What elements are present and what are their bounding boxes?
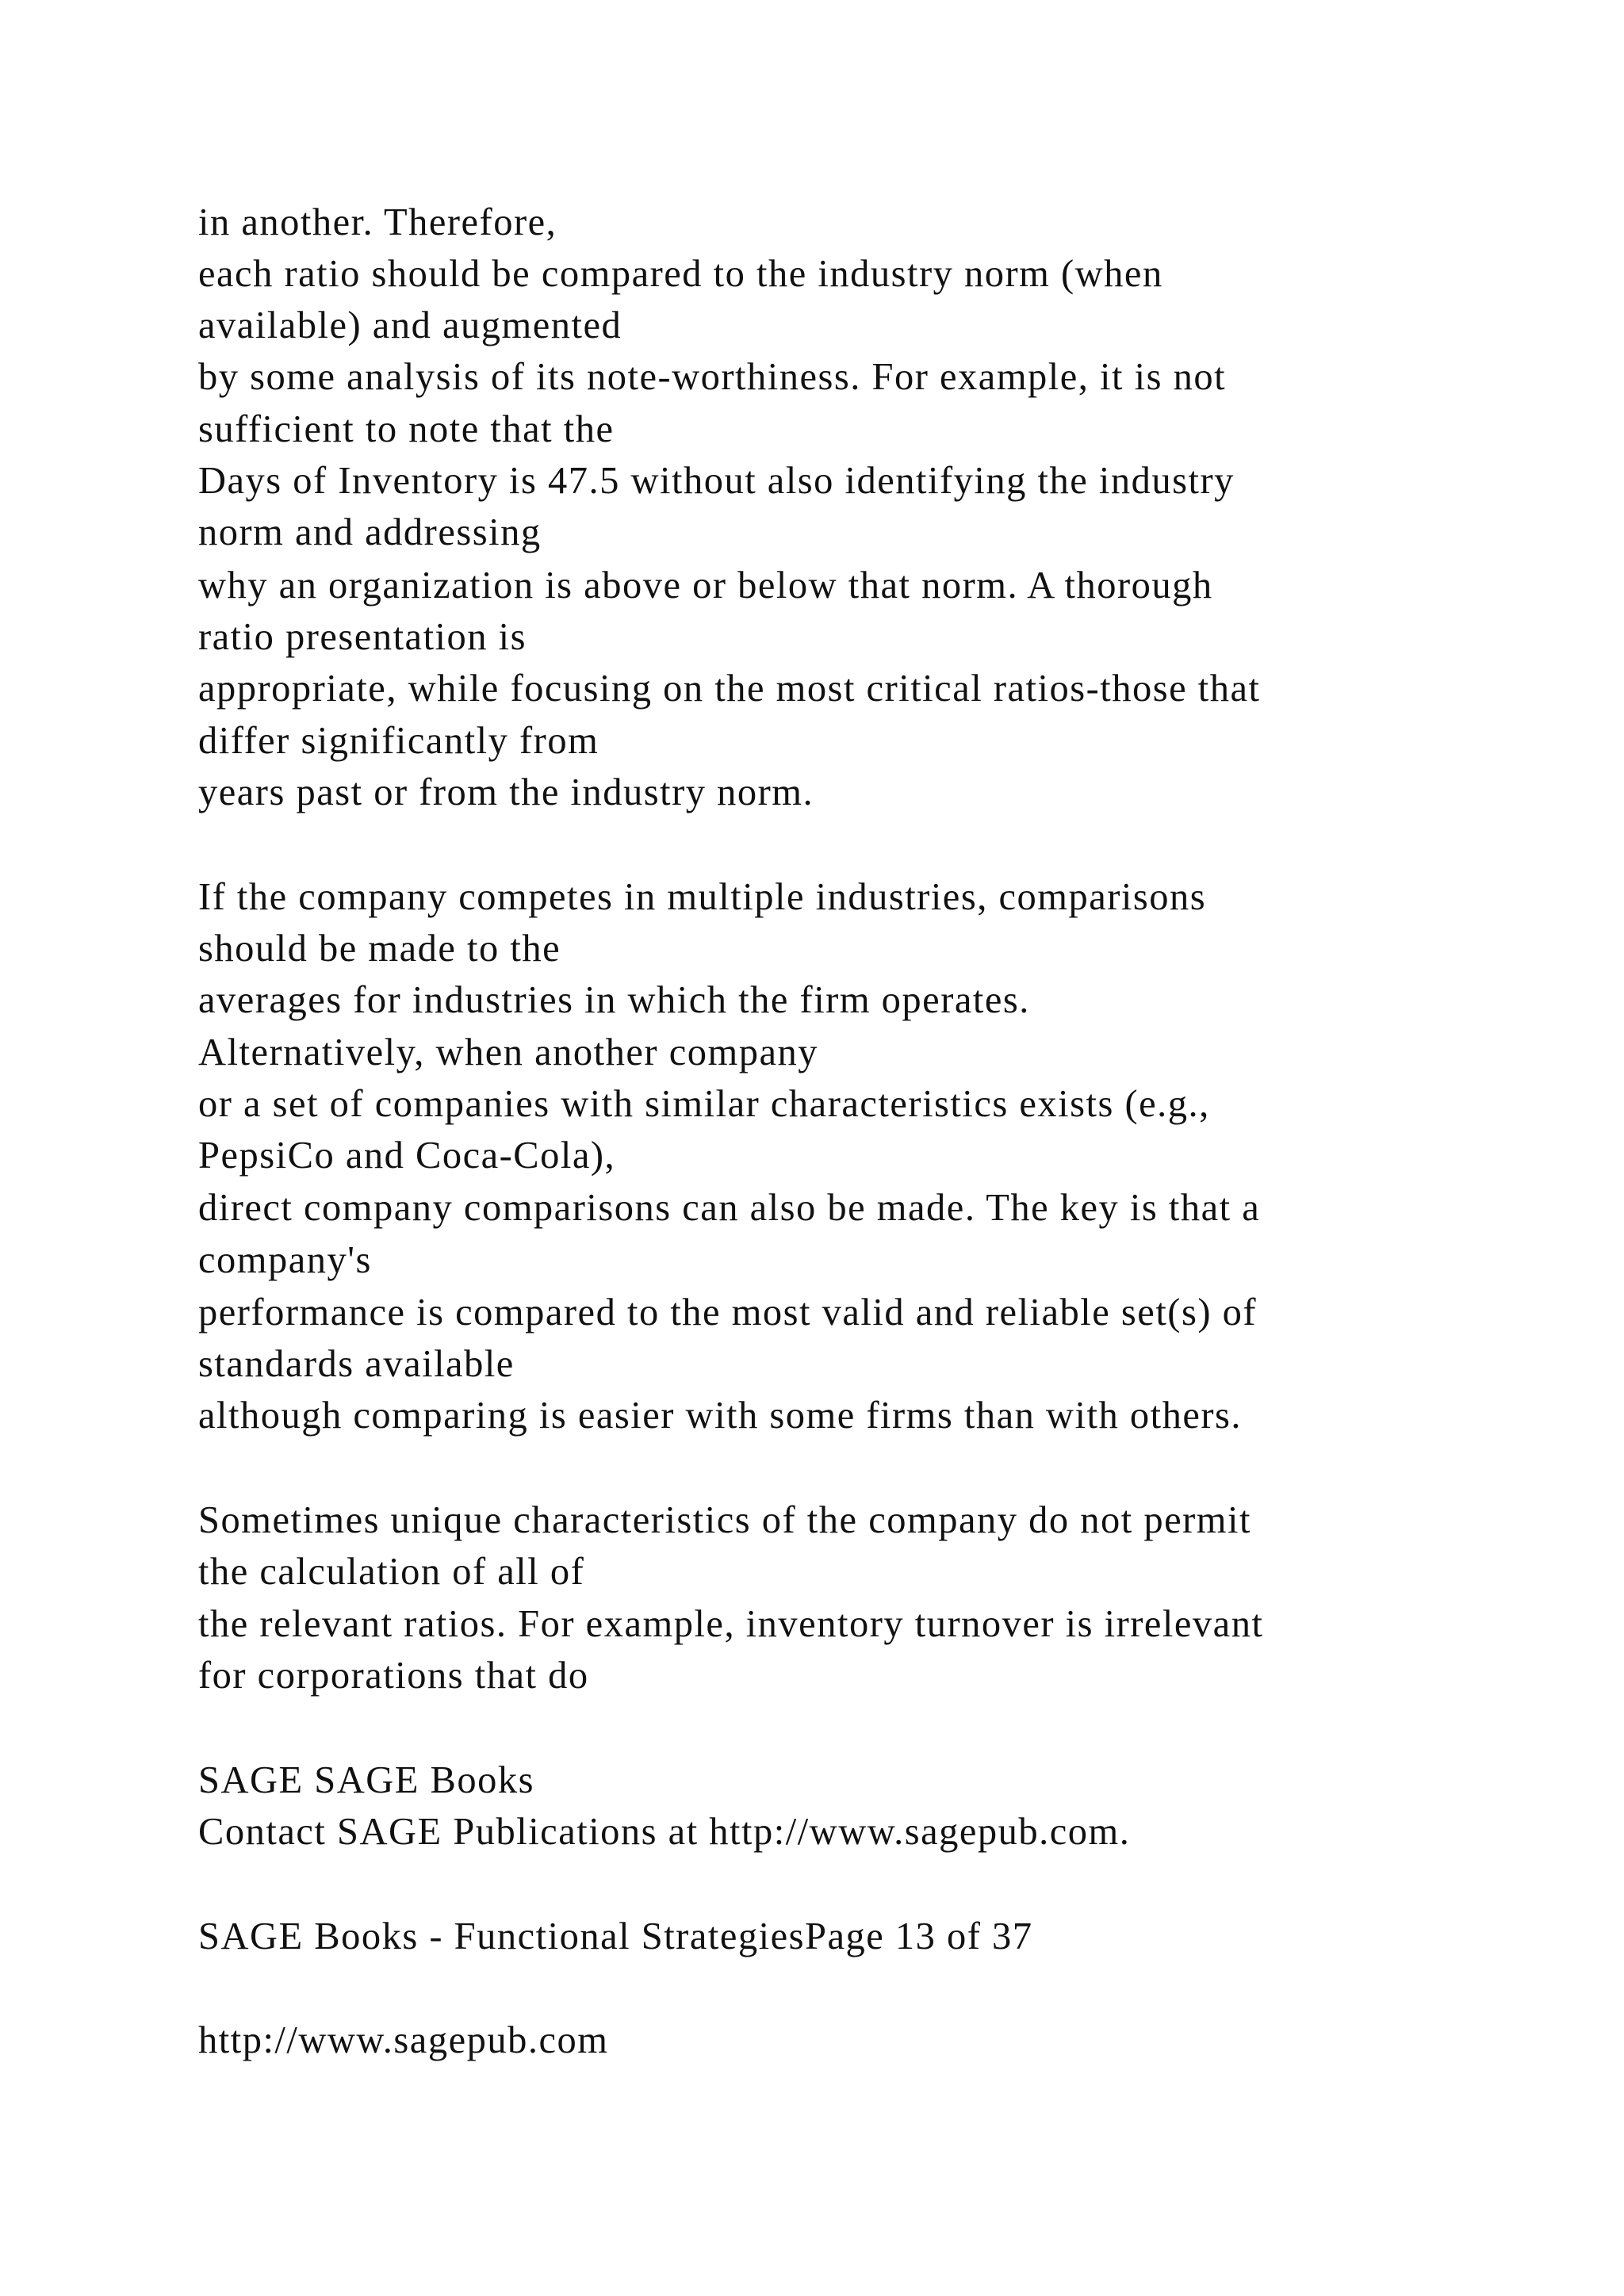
text-line: standards available (198, 1343, 515, 1385)
text-line: Days of Inventory is 47.5 without also identifying the industry (198, 460, 1235, 502)
source-label: SAGE SAGE Books (198, 1759, 535, 1801)
text-line: If the company competes in multiple industries, comparisons (198, 876, 1207, 918)
text-line: for corporations that do (198, 1655, 589, 1697)
text-line: in another. Therefore, (198, 201, 557, 243)
text-line: by some analysis of its note-worthiness. For example, it is not (198, 356, 1227, 398)
page-footer: SAGE Books - Functional StrategiesPage 13 of 37 (198, 1915, 1033, 1957)
text-line: company's (198, 1239, 372, 1281)
footer-url: http://www.sagepub.com (198, 2019, 609, 2061)
text-line: years past or from the industry norm. (198, 771, 814, 813)
contact-line: Contact SAGE Publications at http://www.sagepub.com. (198, 1811, 1131, 1853)
text-line: direct company comparisons can also be made. The key is that a (198, 1187, 1261, 1229)
text-line: should be made to the (198, 928, 561, 970)
text-line: why an organization is above or below that norm. A thorough (198, 564, 1213, 607)
text-line: ratio presentation is (198, 616, 527, 658)
text-line: each ratio should be compared to the industry norm (when (198, 253, 1163, 295)
text-line: available) and augmented (198, 304, 622, 346)
text-line: averages for industries in which the firm operates. (198, 979, 1030, 1021)
text-line: the relevant ratios. For example, inventory turnover is irrelevant (198, 1603, 1264, 1645)
text-line: Alternatively, when another company (198, 1031, 818, 1073)
text-line: Sometimes unique characteristics of the company do not permit (198, 1499, 1251, 1541)
text-line: or a set of companies with similar characteristics exists (e.g., (198, 1083, 1210, 1125)
text-line: performance is compared to the most valid and reliable set(s) of (198, 1292, 1257, 1334)
text-line: norm and addressing (198, 511, 542, 553)
text-line: sufficient to note that the (198, 408, 615, 450)
text-line: differ significantly from (198, 720, 599, 762)
text-line: PepsiCo and Coca-Cola), (198, 1135, 616, 1177)
text-line: the calculation of all of (198, 1551, 585, 1593)
text-line: appropriate, while focusing on the most critical ratios-those that (198, 668, 1261, 710)
text-line: although comparing is easier with some firms than with others. (198, 1395, 1243, 1437)
